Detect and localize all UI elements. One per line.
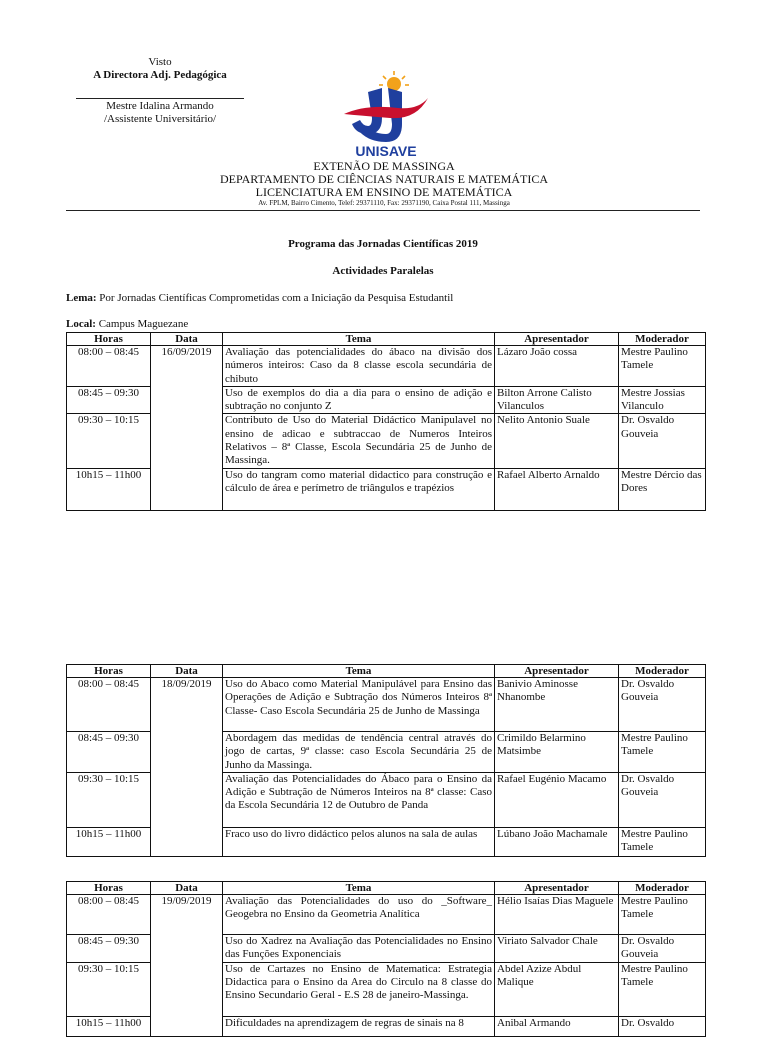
date-cell: 19/09/2019 xyxy=(151,895,223,1037)
table-header-row xyxy=(67,882,706,895)
table-row xyxy=(67,895,706,935)
col-tema-header: Tema xyxy=(223,882,495,895)
col-moderador-header: Moderador xyxy=(619,333,706,346)
time-cell: 08:45 – 09:30 xyxy=(67,935,151,963)
col-moderador-header: Moderador xyxy=(619,665,706,678)
schedule-table-1 xyxy=(66,332,706,511)
institution-line-1: EXTENÃO DE MASSINGA xyxy=(313,159,455,173)
topic-cell: Uso do Xadrez na Avaliação das Potencialidades no Ensino das Funções Exponenciais xyxy=(223,935,495,963)
col-moderador-header: Moderador xyxy=(619,882,706,895)
topic-cell: Uso do tangram como material didactico para construção e cálculo de área e perímetro de triângulos e trapézios xyxy=(223,468,495,510)
time-cell: 08:00 – 08:45 xyxy=(67,346,151,387)
moderator-cell: Mestre Paulino Tamele xyxy=(619,962,706,1016)
moderator-cell: Mestre Paulino Tamele xyxy=(619,827,706,856)
signature-line xyxy=(76,98,244,99)
topic-cell: Uso de exemplos do dia a dia para o ensino de adição e subtração no conjunto Z xyxy=(223,386,495,414)
time-cell: 08:45 – 09:30 xyxy=(67,732,151,773)
topic-cell: Fraco uso do livro didáctico pelos alunos na sala de aulas xyxy=(223,827,495,856)
topic-cell: Abordagem das medidas de tendência central através do jogo de cartas, 9ª classe: caso Escola Secundária 25 de Junho da Massinga. xyxy=(223,732,495,773)
col-tema-header: Tema xyxy=(223,333,495,346)
directora-title: A Directora Adj. Pedagógica xyxy=(93,69,227,82)
presenter-cell: Rafael Eugénio Macamo xyxy=(495,772,619,827)
header-divider xyxy=(66,210,700,211)
time-cell: 10h15 – 11h00 xyxy=(67,1016,151,1036)
col-horas-header: Horas xyxy=(67,333,151,346)
time-cell: 09:30 – 10:15 xyxy=(67,962,151,1016)
sun-icon xyxy=(379,71,409,91)
logo-wordmark: UNISAVE xyxy=(355,143,417,159)
topic-cell: Avaliação das potencialidades do ábaco na divisão dos números inteiros: Caso da 8 classe escola secundária de chibuto xyxy=(223,346,495,387)
signer-block xyxy=(70,100,250,127)
local-line xyxy=(66,318,706,331)
time-cell: 08:45 – 09:30 xyxy=(67,386,151,414)
moderator-cell: Mestre Jossias Vilanculo xyxy=(619,386,706,414)
table-header-row xyxy=(67,665,706,678)
col-apresentador-header: Apresentador xyxy=(495,882,619,895)
schedule-table-3 xyxy=(66,881,706,1037)
topic-cell: Uso de Cartazes no Ensino de Matematica: Estrategia Didactica para o Ensino da Area do Circulo na 8 classe do Ensino Secundario Geral - E.S 28 de janeiro-Massinga. xyxy=(223,962,495,1016)
moderator-cell: Mestre Paulino Tamele xyxy=(619,346,706,387)
time-cell: 08:00 – 08:45 xyxy=(67,895,151,935)
moderator-cell: Mestre Paulino Tamele xyxy=(619,895,706,935)
col-apresentador-header: Apresentador xyxy=(495,665,619,678)
moderator-cell: Mestre Paulino Tamele xyxy=(619,732,706,773)
col-horas-header: Horas xyxy=(67,665,151,678)
col-horas-header: Horas xyxy=(67,882,151,895)
approval-block xyxy=(70,56,250,83)
program-subtitle: Actividades Paralelas xyxy=(332,265,434,277)
local-label: Local: xyxy=(66,318,96,330)
topic-cell: Dificuldades na aprendizagem de regras de sinais na 8 xyxy=(223,1016,495,1036)
col-tema-header: Tema xyxy=(223,665,495,678)
time-cell: 09:30 – 10:15 xyxy=(67,414,151,468)
date-cell: 18/09/2019 xyxy=(151,678,223,857)
presenter-cell: Viriato Salvador Chale xyxy=(495,935,619,963)
presenter-cell: Bilton Arrone Calisto Vilanculos xyxy=(495,386,619,414)
presenter-cell: Anibal Armando xyxy=(495,1016,619,1036)
university-logo xyxy=(338,68,434,162)
moderator-cell: Dr. Osvaldo xyxy=(619,1016,706,1036)
presenter-cell: Nelito Antonio Suale xyxy=(495,414,619,468)
presenter-cell: Banivio Aminosse Nhanombe xyxy=(495,678,619,732)
col-apresentador-header: Apresentador xyxy=(495,333,619,346)
institution-address: Av. FPLM, Bairro Cimento, Telef: 29371110, Fax: 29371190, Caixa Postal 111, Massinga xyxy=(258,199,510,207)
date-cell: 16/09/2019 xyxy=(151,346,223,511)
signer-title: /Assistente Universitário/ xyxy=(103,113,217,126)
lema-label: Lema: xyxy=(66,292,97,304)
institution-line-3: LICENCIATURA EM ENSINO DE MATEMÁTICA xyxy=(255,185,513,199)
moderator-cell: Dr. Osvaldo Gouveia xyxy=(619,678,706,732)
topic-cell: Contributo de Uso do Material Didáctico Manipulavel no ensino de adicao e subtraccao de Numeros Inteiros Relativos – 8ª Classe, Escola Secundária 25 de Junho de Massinga. xyxy=(223,414,495,468)
col-data-header: Data xyxy=(151,665,223,678)
visto-label: Visto xyxy=(148,56,172,68)
presenter-cell: Crimildo Belarmino Matsimbe xyxy=(495,732,619,773)
moderator-cell: Dr. Osvaldo Gouveia xyxy=(619,414,706,468)
time-cell: 08:00 – 08:45 xyxy=(67,678,151,732)
presenter-cell: Hélio Isaías Dias Maguele xyxy=(495,895,619,935)
topic-cell: Uso do Abaco como Material Manipulável para Ensino das Operações de Adição e Subtração dos Números Inteiros 8ª Classe- Caso Escola Secundária 25 de Junho de Massinga xyxy=(223,678,495,732)
lema-text: Por Jornadas Científicas Comprometidas com a Iniciação da Pesquisa Estudantil xyxy=(96,292,454,304)
time-cell: 10h15 – 11h00 xyxy=(67,468,151,510)
moderator-cell: Mestre Dércio das Dores xyxy=(619,468,706,510)
topic-cell: Avaliação das Potencialidades do uso do _Software_ Geogebra no Ensino da Geometria Analítica xyxy=(223,895,495,935)
institution-header xyxy=(150,160,618,208)
time-cell: 10h15 – 11h00 xyxy=(67,827,151,856)
presenter-cell: Lázaro João cossa xyxy=(495,346,619,387)
table-header-row xyxy=(67,333,706,346)
table-row xyxy=(67,346,706,387)
presenter-cell: Rafael Alberto Arnaldo xyxy=(495,468,619,510)
program-title: Programa das Jornadas Científicas 2019 xyxy=(288,238,478,250)
topic-cell: Avaliação das Potencialidades do Ábaco para o Ensino da Adição e Subtração de Números Inteiros na 8ª classe: Caso da Escola Secundária 12 de Outubro de Panda xyxy=(223,772,495,827)
signer-name: Mestre Idalina Armando xyxy=(106,100,214,112)
col-data-header: Data xyxy=(151,333,223,346)
col-data-header: Data xyxy=(151,882,223,895)
time-cell: 09:30 – 10:15 xyxy=(67,772,151,827)
lema-line xyxy=(66,292,706,305)
schedule-table-2 xyxy=(66,664,706,857)
moderator-cell: Dr. Osvaldo Gouveia xyxy=(619,935,706,963)
moderator-cell: Dr. Osvaldo Gouveia xyxy=(619,772,706,827)
presenter-cell: Lúbano João Machamale xyxy=(495,827,619,856)
table-row xyxy=(67,678,706,732)
presenter-cell: Abdel Azize Abdul Malique xyxy=(495,962,619,1016)
institution-line-2: DEPARTAMENTO DE CIÊNCIAS NATURAIS E MATEMÁTICA xyxy=(220,172,548,186)
local-text: Campus Maguezane xyxy=(95,318,189,330)
